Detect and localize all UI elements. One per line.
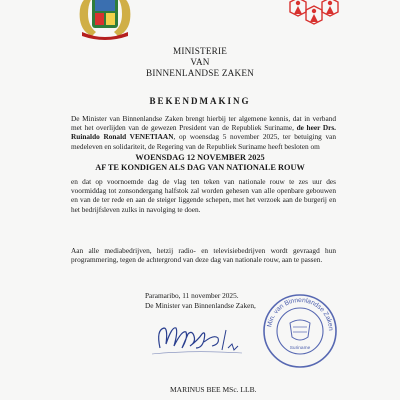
seal-icon	[262, 293, 338, 369]
flag-paragraph: en dat op voornoemde dag de vlag ten teken van nationale rouw te zes uur des voormiddag tot zonsondergang halfstok zal worden gehesen van alle openbare gebouwen en van de ter rede en aan de steiger liggende schepen, met het verzoek aan de burgerij en het bedrijfsleven zulks in navolging te doen.	[71, 177, 336, 214]
signature-icon	[142, 320, 252, 358]
ministry-line-1: MINISTERIE	[172, 46, 228, 56]
headline-declaration: AF TE KONDIGEN ALS DAG VAN NATIONALE ROUW	[95, 162, 305, 172]
media-paragraph: Aan alle mediabedrijven, hetzij radio- en televisiebedrijven wordt gevraagd hun programmering, tegen de achtergrond van deze dag van nationale rouw, aan te passen.	[71, 246, 336, 265]
intro-text-b: , op woensdag 5 november 2025, ter betuiging van medeleven en solidariteit, de Regering van de Republiek Suriname heeft besloten om	[71, 132, 337, 151]
seal-outer-text: Min. van Binnenlandse Zaken	[266, 296, 335, 331]
mourning-headline	[0, 153, 400, 172]
ministry-logo-icon	[276, 0, 348, 36]
document-title: BEKENDMAKING	[149, 96, 251, 106]
place-date: Paramaribo, 11 november 2025.	[145, 291, 239, 300]
deceased-name: de heer Drs. Ruinaldo Ronald VENETIAAN	[71, 123, 336, 142]
signoff-line: De Minister van Binnenlandse Zaken,	[145, 301, 256, 310]
seal-inner-text: Suriname	[289, 346, 311, 351]
intro-paragraph	[71, 114, 336, 151]
ministry-line-3: BINNENLANDSE ZAKEN	[146, 68, 254, 78]
ministry-header	[0, 46, 400, 79]
signer-name: MARINUS BEE MSc. LLB.	[170, 385, 257, 394]
signature-block	[145, 291, 256, 311]
intro-text-a: De Minister van Binnenlandse Zaken brengt hierbij ter algemene kennis, dat in verband met het overlijden van de gewezen President van de Republiek Suriname,	[71, 114, 336, 133]
ministry-line-2: VAN	[190, 57, 210, 67]
headline-date: WOENSDAG 12 NOVEMBER 2025	[135, 153, 265, 162]
coat-of-arms-icon	[72, 0, 138, 40]
